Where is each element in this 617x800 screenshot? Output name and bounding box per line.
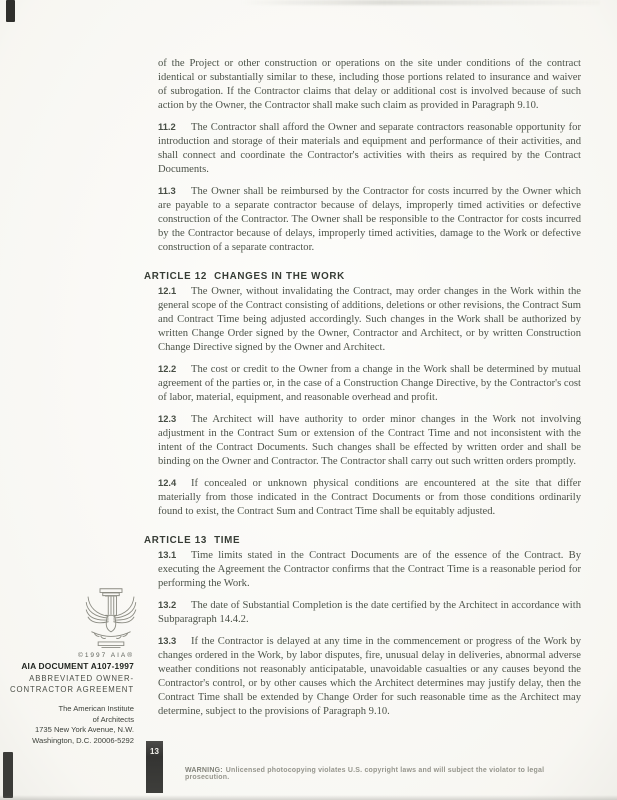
contract-body <box>144 57 581 726</box>
scan-artifact-bottom-left <box>3 752 13 798</box>
contract-paragraph <box>158 412 581 469</box>
contract-paragraph <box>158 120 581 177</box>
contract-paragraph <box>158 548 581 591</box>
paragraph-number: 12.3 <box>158 413 177 424</box>
document-title <box>8 673 134 695</box>
contract-paragraph <box>158 598 581 627</box>
paragraph-text: If concealed or unknown physical conditions are encountered at the site that differ materially from those indicated in the Contract Documents or from those conditions ordinarily found to exist, the Contract Sum and Contract Time shall be equitably adjusted. <box>158 478 581 517</box>
article-heading-title: TIME <box>214 535 241 546</box>
paragraph-text: The date of Substantial Completion is the date certified by the Architect in accordance with Subparagraph 14.4.2. <box>158 600 581 625</box>
paragraph-number: 13.3 <box>158 635 177 646</box>
article-heading-label: ARTICLE 13 <box>144 535 208 546</box>
page-number: 13 <box>150 747 159 756</box>
paragraph-text: The Contractor shall afford the Owner and separate contractors reasonable opportunity for introduction and storage of their materials and equipment and performance of their activities, and shall connect and coordinate the Contractor's activities with theirs as required by the Contract Documents. <box>158 122 581 175</box>
article-heading-label: ARTICLE 12 <box>144 271 208 282</box>
contract-sections <box>144 57 581 719</box>
paragraph-number: 13.2 <box>158 599 177 610</box>
contract-paragraph <box>158 476 581 519</box>
paragraph-number: 11.3 <box>158 185 176 196</box>
organization-name-line1: The American Institute <box>58 704 134 713</box>
paragraph-text: of the Project or other construction or operations on the site under conditions of the contract identical or substantially similar to these, including those portions related to insurance and waiver of subrogation. If the Contractor claims that delay or additional cost is involved because of such action by the Owner, the Contractor shall make such claim as provided in Paragraph 9.10. <box>158 58 581 111</box>
document-title-line2: CONTRACTOR AGREEMENT <box>10 685 134 694</box>
document-number: AIA DOCUMENT A107-1997 <box>21 661 134 671</box>
paragraph-text: The Owner shall be reimbursed by the Contractor for costs incurred by the Owner which are payable to a separate contractor because of delays, improperly timed activities or defective construction of the Contractor. The Owner shall be responsible to the Contractor for costs incurred by the Contractor because of delays, improperly timed activities, damage to the Work or defective construction of a separate contractor. <box>158 186 581 253</box>
scan-smudge-top <box>240 0 600 5</box>
page-number-bar <box>146 741 163 793</box>
paragraph-number: 11.2 <box>158 121 176 132</box>
paragraph-text: If the Contractor is delayed at any time in the commencement or progress of the Work by changes ordered in the Work, by labor disputes, fire, unusual delay in deliveries, abnormal adverse weather conditions not reasonably anticipatable, unavoidable casualties or any causes beyond the Contractor's control, or by other causes which the Architect determines may justify delay, then the Contract Time shall be extended by Change Order for such reasonable time as the Architect may determine, subject to the provisions of Paragraph 9.10. <box>158 636 581 717</box>
address-line1: 1735 New York Avenue, N.W. <box>34 725 134 734</box>
scan-artifact-top-left <box>6 0 15 22</box>
contract-paragraph <box>158 57 581 113</box>
contract-paragraph <box>158 634 581 719</box>
paragraph-number: 12.1 <box>158 285 177 296</box>
aia-eagle-logo-icon <box>83 586 139 652</box>
document-title-line1: ABBREVIATED OWNER- <box>29 674 134 683</box>
copyright-line: ©1997 AIA® <box>78 652 134 659</box>
article-heading <box>144 270 581 284</box>
paragraph-number: 12.4 <box>158 477 177 488</box>
address-line2: Washington, D.C. 20006-5292 <box>32 735 134 745</box>
paragraph-text: Time limits stated in the Contract Documents are of the essence of the Contract. By executing the Agreement the Contractor confirms that the Contract Time is a reasonable period for performing the Work. <box>158 550 581 589</box>
warning-label: WARNING: <box>185 767 223 774</box>
contract-paragraph <box>158 284 581 355</box>
paragraph-text: The cost or credit to the Owner from a change in the Work shall be determined by mutual agreement of the parties or, in the case of a Construction Change Directive, by the Contractor's cost of labor, material, equipment, and reasonable overhead and profit. <box>158 364 581 403</box>
contract-paragraph <box>158 362 581 405</box>
copyright-warning <box>185 767 575 781</box>
paragraph-text: The Owner, without invalidating the Contract, may order changes in the Work within the general scope of the Contract consisting of additions, deletions or other revisions, the Contract Sum and Contract Time being adjusted accordingly. Such changes in the Work shall be authorized by written Change Order signed by the Owner, Contractor and Architect, or by written Construction Change Directive signed by the Owner and Architect. <box>158 286 581 353</box>
organization-name-line2: of Architects <box>92 714 134 724</box>
article-heading <box>144 534 581 548</box>
warning-text: Unlicensed photocopying violates U.S. copyright laws and will subject the violator to legal prosecution. <box>185 767 545 781</box>
page-bottom-edge <box>0 795 617 800</box>
document-sidebar <box>8 652 134 746</box>
paragraph-number: 13.1 <box>158 549 177 560</box>
article-heading-title: CHANGES IN THE WORK <box>214 271 345 282</box>
contract-paragraph <box>158 184 581 255</box>
organization-block <box>8 704 134 746</box>
paragraph-number: 12.2 <box>158 363 177 374</box>
paragraph-text: The Architect will have authority to order minor changes in the Work not involving adjustment in the Contract Sum or extension of the Contract Time and not inconsistent with the intent of the Contract Documents. Such changes shall be effected by written order and shall be binding on the Owner and Contractor. The Contractor shall carry out such written orders promptly. <box>158 414 581 467</box>
